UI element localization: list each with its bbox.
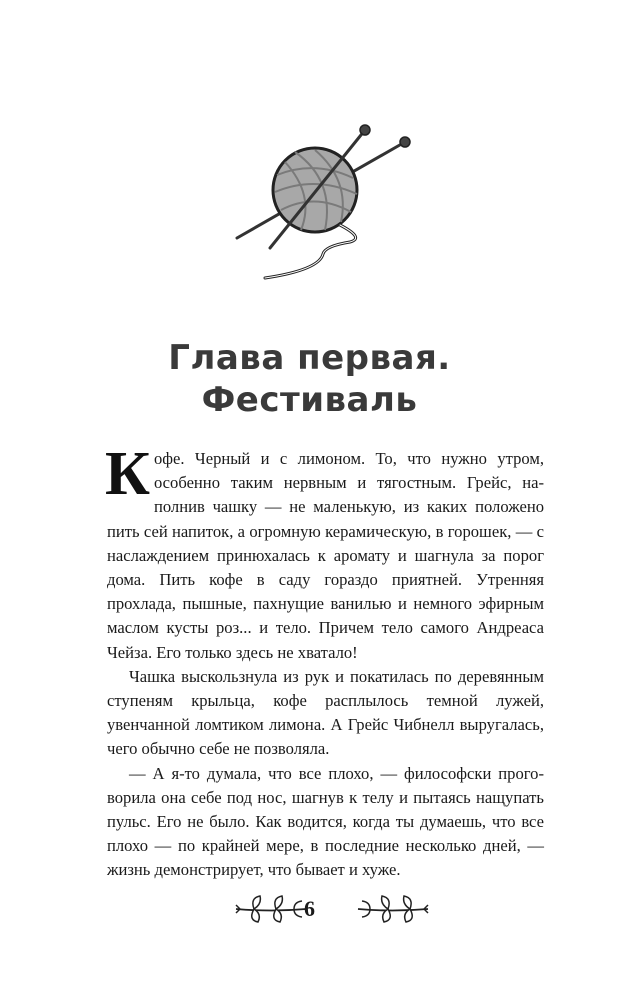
chapter-body	[105, 440, 544, 883]
paragraph-1-text: офе. Черный и с лимоном. То, что нужно утром, особенно таким нервным и тягостным. Грейс, наполнив чашку — не маленькую, из каких положено пить сей напиток, а огромную керамическую, в горошек, — с наслаждением принюхалась к аромату и шагнула за порог дома. Пить кофе в саду гораздо приятней. Утренняя прохлада, пышные, пахнущие ванилью и немного эфирным маслом кусты роз... и тело. Причем тело самого Андреаса Чейза. Его только здесь не хватало!	[107, 449, 544, 662]
drop-cap: К	[105, 440, 150, 508]
yarn-ball-with-knitting-needles-icon	[215, 120, 415, 290]
chapter-title-line1: Глава первая.	[168, 338, 451, 378]
paragraph-2: Чашка выскользнула из рук и покатилась по деревянным ступеням крыльца, кофе расплылось темной лужей, увенчанной ломтиком лимона. А Грейс Чибнелл выругалась, чего обычно себе не позволяла.	[107, 666, 544, 759]
chapter-title-line2: Фестиваль	[201, 380, 418, 420]
leaf-branch-icon	[352, 892, 432, 926]
page-footer	[0, 888, 619, 928]
paragraph-1	[105, 440, 544, 665]
page-number: 6	[304, 896, 315, 921]
paragraph-3: — А я-то думала, что все плохо, — философски проговорила она себе под нос, шагнув к телу и пытаясь нащупать пульс. Его не было. Как водится, когда ты думаешь, что все плохо — по крайней мере, в последние несколько дней, — жизнь демонстрирует, что бывает и хуже.	[107, 763, 544, 880]
chapter-title	[0, 337, 619, 421]
